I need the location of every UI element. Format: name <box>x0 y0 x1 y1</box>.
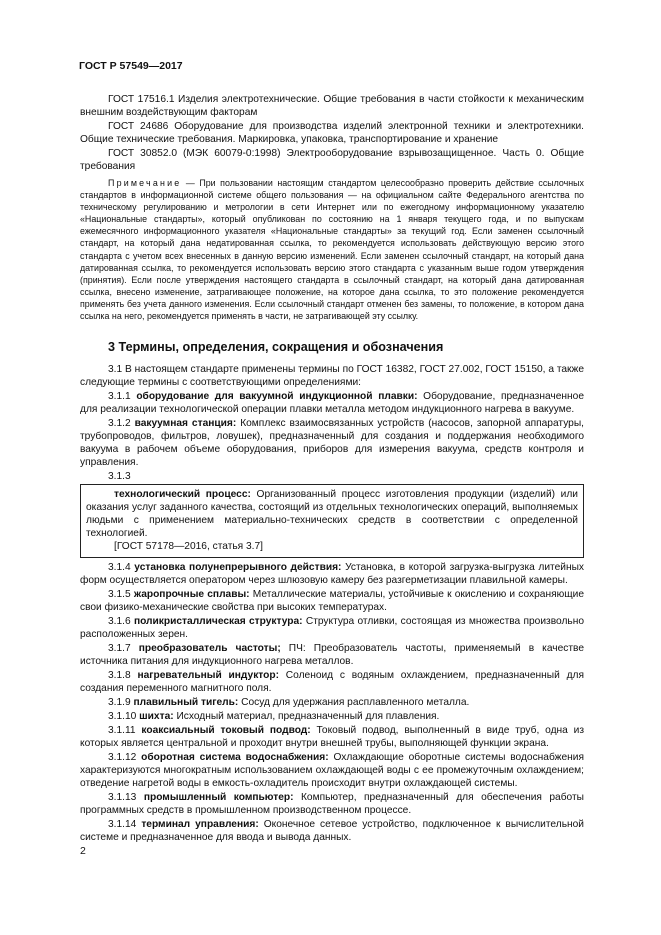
term-name: жаропрочные сплавы: <box>133 589 250 600</box>
reference-item: ГОСТ 24686 Оборудование для производства изделий электронной техники и электротехники. Общие технические требования. Маркировка, упаковка, транспортирование и хранение <box>80 121 584 145</box>
term-definition: Сосуд для удержания расплавленного металла. <box>238 697 470 708</box>
term-name: плавильный тигель: <box>133 697 239 708</box>
term-name: установка полунепрерывного действия: <box>134 562 342 573</box>
term-number: 3.1.8 <box>108 670 138 681</box>
term-number: 3.1.11 <box>108 725 142 736</box>
note-text: — При пользовании настоящим стандартом целесообразно проверить действие ссылочных стандартов в информационной системе общего пользования — на официальном сайте Федерального агентства по техническому регулированию и метрологии в сети Интернет или по ежегодному информационному указателю «Национальные стандарты», который опубликован по состоянию на 1 января текущего года, и по выпускам ежемесячного информационного указателя «Национальные стандарты» за текущий год. Если заменен ссылочный стандарт, на который дана недатированная ссылка, то рекомендуется использовать действующую версию этого стандарта с учетом всех внесенных в данную версию изменений. Если заменен ссылочный стандарт, на который дана датированная ссылка, то рекомендуется использовать версию этого стандарта с указанным выше годом утверждения (принятия). Если после утверждения настоящего стандарта в ссылочный стандарт, на который дана датированная ссылка, внесено изменение, затрагивающее положение, на которое дана ссылка, то это положение рекомендуется применять без учета данного изменения. Если ссылочный стандарт отменен без замены, то положение, в котором дана ссылка на него, рекомендуется применять в части, не затрагивающей эту ссылку. <box>80 178 584 322</box>
term-name: промышленный компьютер: <box>143 792 294 803</box>
page-number: 2 <box>80 845 86 857</box>
term-definition: Структура отливки, состоящая из множества произвольно расположенных зерен. <box>80 616 584 640</box>
term-entry <box>80 724 584 750</box>
term-name: оборудование для вакуумной индукционной плавки: <box>136 391 418 402</box>
terms-list <box>80 363 584 845</box>
term-definition: Компьютер, предназначенный для обеспечения работы программных средств в промышленном производственном процессе. <box>80 792 584 816</box>
term-entry <box>86 488 578 540</box>
term-number: 3.1.1 <box>108 391 137 402</box>
term-number: 3.1.5 <box>108 589 134 600</box>
document-header: ГОСТ Р 57549—2017 <box>79 60 183 72</box>
term-name: технологический процесс: <box>114 489 251 500</box>
term-number: 3.1.13 <box>108 792 144 803</box>
term-name: терминал управления: <box>141 819 259 830</box>
note-paragraph <box>80 177 584 322</box>
term-definition: Токовый подвод, выполненный в виде труб, одна из которых является центральной и проходит внутри внешней трубы, выполняющей функции экрана. <box>80 725 585 749</box>
term-number: 3.1.2 <box>108 418 135 429</box>
term-definition: Исходный материал, предназначенный для плавления. <box>173 711 440 722</box>
term-number: 3.1.12 <box>108 752 142 763</box>
term-definition: Охлаждающие оборотные системы водоснабжения характеризуются многократным использованием охлаждающей воды с ее промежуточным охлаждением; отведение нагретой воды в емкость-охладитель происходит внутри охлаждающей системы. <box>80 752 584 789</box>
term-number: 3.1.14 <box>108 819 142 830</box>
term-entry <box>80 588 584 614</box>
term-entry <box>80 696 584 709</box>
term-entry <box>80 710 584 723</box>
term-entry <box>80 642 584 668</box>
term-definition: ПЧ: Преобразователь частоты, применяемый в качестве источника питания для индукционного нагрева металлов. <box>80 643 584 667</box>
term-entry <box>80 791 584 817</box>
term-name: преобразователь частоты; <box>138 643 281 654</box>
term-name: коаксиальный токовый подвод: <box>141 725 311 736</box>
term-source: [ГОСТ 57178—2016, статья 3.7] <box>114 541 264 552</box>
term-definition: Установка, в которой загрузка-выгрузка литейных форм осуществляется оператором через шлюзовую камеру без разгерметизации плавильной камеры. <box>80 562 584 586</box>
term-number: 3.1.3 <box>108 471 131 482</box>
term-definition: Соленоид с водяным охлаждением, предназначенный для создания переменного магнитного поля. <box>80 670 584 694</box>
term-entry <box>80 615 584 641</box>
term-definition: Комплекс взаимосвязанных устройств (насосов, запорной аппаратуры, трубопроводов, фильтров, ловушек), предназначенный для создания и поддержания необходимого вакуума в рабочем объеме оборудования, приборов для измерения вакуума, средств контроля и управления. <box>80 418 584 468</box>
term-name: шихта: <box>139 711 174 722</box>
term-name: оборотная система водоснабжения: <box>141 752 329 763</box>
term-name: нагревательный индуктор: <box>137 670 279 681</box>
term-frame <box>80 484 584 558</box>
terms-intro: 3.1 В настоящем стандарте применены термины по ГОСТ 16382, ГОСТ 27.002, ГОСТ 15150, а также следующие термины с соответствующими определениями: <box>80 364 584 388</box>
term-number: 3.1.6 <box>108 616 134 627</box>
term-number: 3.1.4 <box>108 562 135 573</box>
term-number: 3.1.10 <box>108 711 140 722</box>
boxed-term <box>80 470 584 558</box>
term-definition: Организованный процесс изготовления продукции (изделий) или оказания услуг заданного качества, состоящий из отдельных технологических операций, выполняемых людьми с применением материально-технических средств в соответствии с определенной технологией. <box>86 489 578 539</box>
normative-references <box>80 93 584 323</box>
term-entry <box>80 390 584 416</box>
term-name: вакуумная станция: <box>134 418 237 429</box>
term-entry <box>80 751 584 790</box>
term-number: 3.1.7 <box>108 643 139 654</box>
note-label: Примечание <box>108 178 182 188</box>
term-entry <box>80 561 584 587</box>
term-number: 3.1.9 <box>108 697 134 708</box>
reference-item: ГОСТ 17516.1 Изделия электротехнические. Общие требования в части стойкости к механическим внешним воздействующим факторам <box>80 94 584 118</box>
term-entry <box>80 818 584 844</box>
term-entry <box>80 669 584 695</box>
term-definition: Металлические материалы, устойчивые к окислению и сохраняющие свои физико-механические свойства при высоких температурах. <box>80 589 584 613</box>
reference-item: ГОСТ 30852.0 (МЭК 60079-0:1998) Электрооборудование взрывозащищенное. Часть 0. Общие требования <box>80 148 584 172</box>
term-definition: Оборудование, предназначенное для реализации технологической операции плавки металла методом индукционного нагрева в вакууме. <box>80 391 584 415</box>
term-definition: Оконечное сетевое устройство, подключенное к вычислительной системе и предназначенное для ввода и вывода данных. <box>80 819 584 843</box>
term-entry <box>80 417 584 469</box>
section-heading: 3 Термины, определения, сокращения и обозначения <box>108 340 444 354</box>
term-name: поликристаллическая структура: <box>133 616 303 627</box>
